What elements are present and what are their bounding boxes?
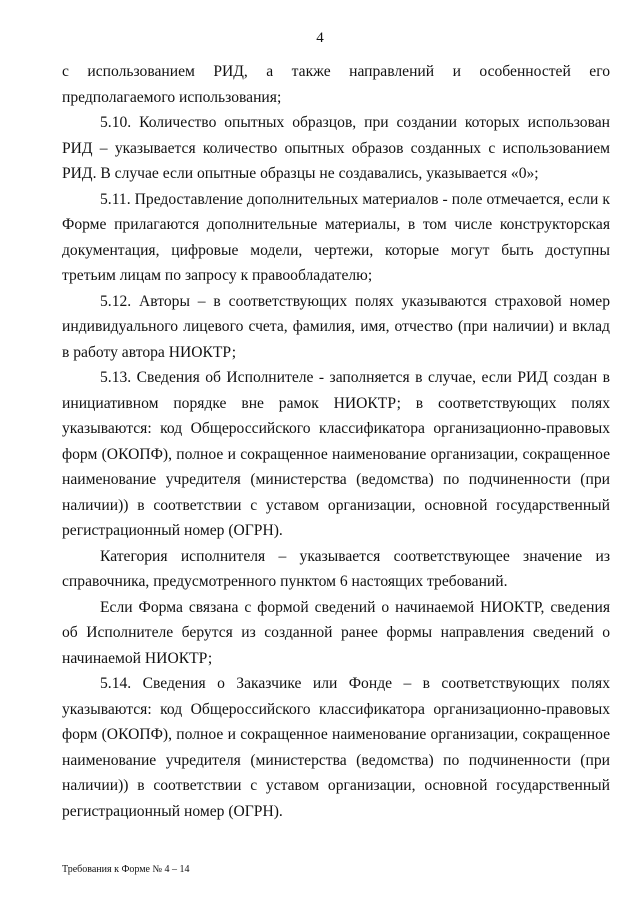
paragraph-5-10: 5.10. Количество опытных образцов, при создании которых использован РИД – указывается количество опытных образов созданных с использованием РИД. В случае если опытные образцы не создавались, указывается «0»; [62,114,610,182]
paragraph-5-12: 5.12. Авторы – в соответствующих полях указываются страховой номер индивидуального лицевого счета, фамилия, имя, отчество (при наличии) и вклад в работу автора НИОКТР; [62,292,610,361]
page-number: 4 [316,30,324,46]
paragraph-5-11: 5.11. Предоставление дополнительных материалов - поле отмечается, если к Форме прилагаются дополнительные материалы, в том числе конструкторская документация, цифровые модели, чертежи, которые могут быть доступны третьим лицам по запросу к правообладателю; [62,190,610,284]
page-footer: Требования к Форме № 4 – 14 [62,864,190,875]
paragraph-5-13: 5.13. Сведения об Исполнителе - заполняется в случае, если РИД создан в инициативном порядке вне рамок НИОКТР; в соответствующих полях указываются: код Общероссийского классификатора организационно-правовых форм (ОКОПФ), полное и сокращенное наименование организации, сокращенное наименование учредителя (министерства (ведомства) по подчиненности (при наличии)) в соответствии с уставом организации, основной государственный регистрационный номер (ОГРН). [62,369,610,539]
paragraph-5-14: 5.14. Сведения о Заказчике или Фонде – в соответствующих полях указываются: код Общероссийского классификатора организационно-правовых форм (ОКОПФ), полное и сокращенное наименование организации, сокращенное наименование учредителя (министерства (ведомства) по подчиненности (при наличии)) в соответствии с уставом организации, основной государственный регистрационный номер (ОГРН). [62,675,610,820]
paragraph-executor-category: Категория исполнителя – указывается соответствующее значение из справочника, предусмотренного пунктом 6 настоящих требований. [62,547,610,590]
paragraph-executor-source: Если Форма связана с формой сведений о начинаемой НИОКТР, сведения об Исполнителе берутся из созданной ранее формы направления сведений о начинаемой НИОКТР; [62,598,610,667]
paragraph-continuation: с использованием РИД, а также направлений и особенностей его предполагаемого использования; [62,63,610,106]
document-body [62,59,610,824]
